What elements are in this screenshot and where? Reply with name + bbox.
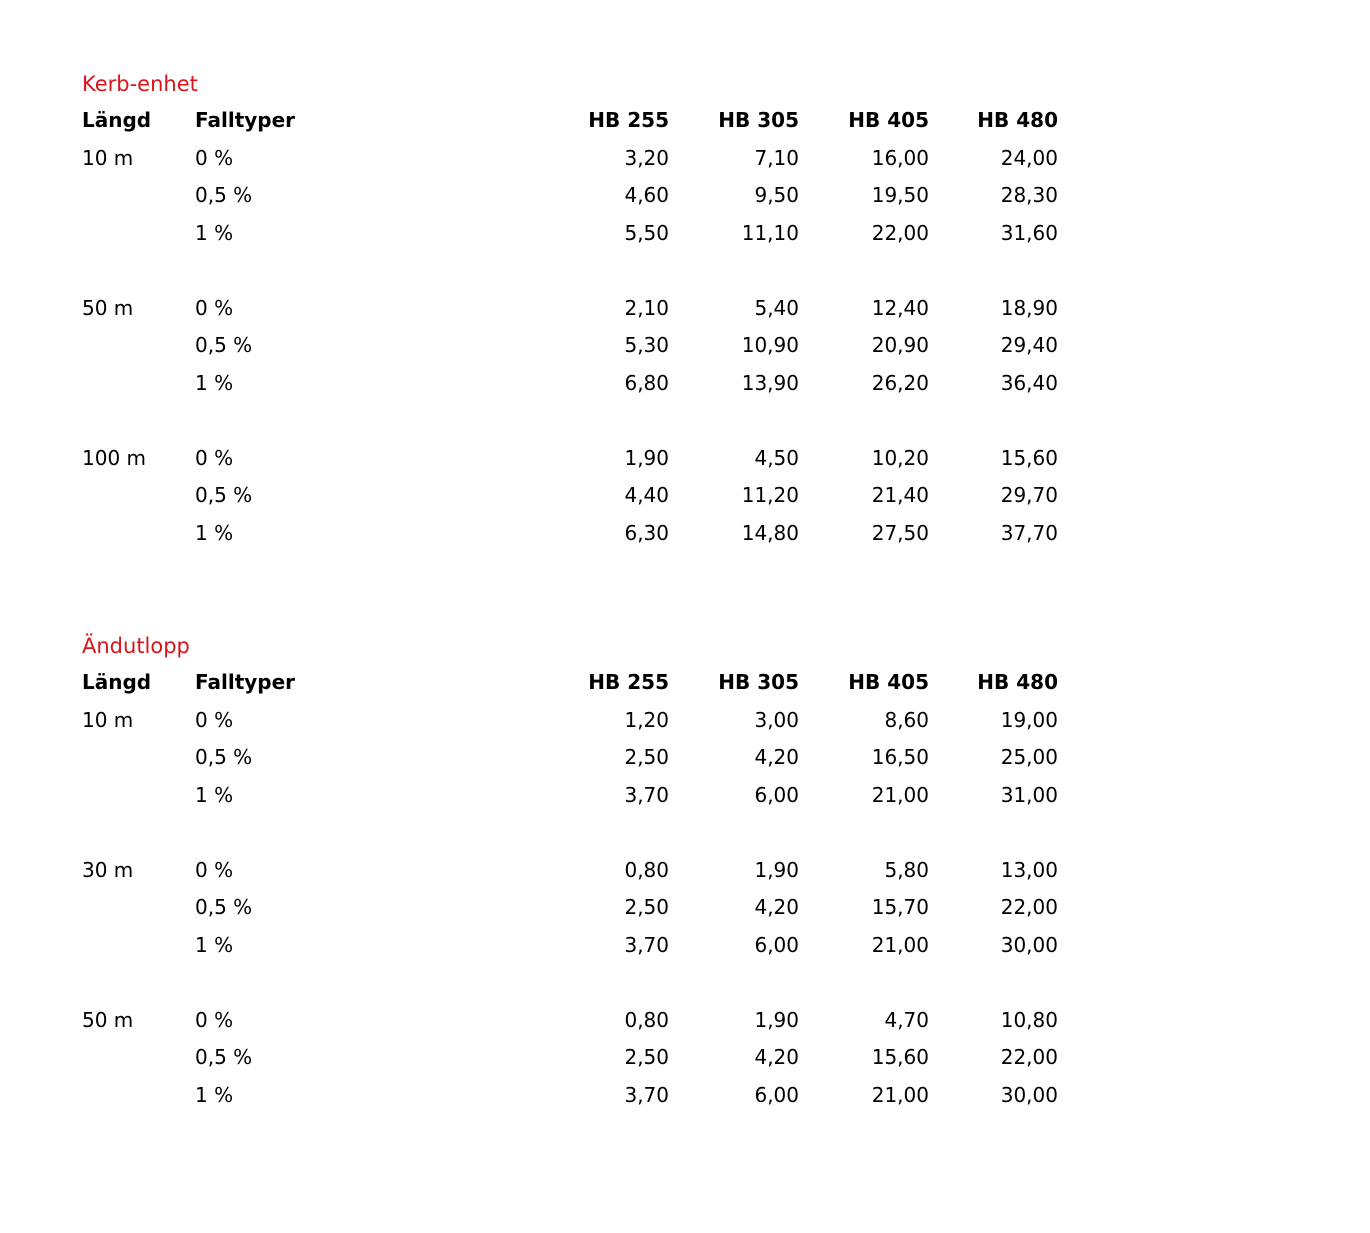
value-cell: 21,00: [871, 1082, 929, 1107]
value-cell: 19,00: [1000, 707, 1058, 732]
falltyp-cell: 0 %: [195, 295, 234, 320]
value-cell: 4,50: [754, 445, 799, 470]
header-column: HB 405: [848, 108, 929, 132]
value-cell: 5,40: [754, 295, 799, 320]
value-cell: 20,90: [871, 333, 929, 357]
value-cell: 36,40: [1000, 370, 1058, 395]
falltyp-cell: 0 %: [195, 145, 234, 170]
header-column: HB 255: [588, 670, 669, 694]
value-cell: 8,60: [884, 707, 929, 732]
value-cell: 6,00: [754, 932, 799, 957]
value-cell: 16,50: [871, 745, 929, 769]
value-cell: 28,30: [1000, 183, 1058, 207]
value-cell: 13,90: [741, 370, 799, 395]
value-cell: 5,30: [624, 333, 669, 357]
falltyp-cell: 0,5 %: [195, 183, 253, 207]
falltyp-cell: 1 %: [195, 1082, 234, 1107]
value-cell: 1,90: [754, 1007, 799, 1032]
value-cell: 2,50: [624, 895, 669, 919]
value-cell: 6,00: [754, 1082, 799, 1107]
falltyp-cell: 0,5 %: [195, 745, 253, 769]
value-cell: 6,30: [624, 520, 669, 545]
falltyp-cell: 0,5 %: [195, 333, 253, 357]
group-length: 100 m: [82, 445, 147, 470]
value-cell: 10,20: [871, 445, 929, 470]
value-cell: 4,60: [624, 183, 669, 207]
value-cell: 1,20: [624, 707, 669, 732]
value-cell: 15,60: [871, 1045, 929, 1069]
group-length: 50 m: [82, 1007, 134, 1032]
header-column: HB 255: [588, 108, 669, 132]
value-cell: 1,90: [754, 857, 799, 882]
value-cell: 11,10: [741, 220, 799, 245]
value-cell: 31,60: [1000, 220, 1058, 245]
value-cell: 22,00: [1000, 1045, 1058, 1069]
value-cell: 27,50: [871, 520, 929, 545]
value-cell: 29,40: [1000, 333, 1058, 357]
value-cell: 30,00: [1000, 932, 1058, 957]
falltyp-cell: 1 %: [195, 932, 234, 957]
value-cell: 10,90: [741, 333, 799, 357]
header-column: HB 305: [718, 108, 799, 132]
group-length: 10 m: [82, 707, 134, 732]
value-cell: 22,00: [1000, 895, 1058, 919]
value-cell: 5,80: [884, 857, 929, 882]
value-cell: 10,80: [1000, 1007, 1058, 1032]
falltyp-cell: 0,5 %: [195, 895, 253, 919]
group-length: 50 m: [82, 295, 134, 320]
value-cell: 22,00: [871, 220, 929, 245]
value-cell: 0,80: [624, 857, 669, 882]
value-cell: 2,50: [624, 1045, 669, 1069]
value-cell: 5,50: [624, 220, 669, 245]
value-cell: 3,70: [624, 932, 669, 957]
value-cell: 18,90: [1000, 295, 1058, 320]
value-cell: 6,80: [624, 370, 669, 395]
value-cell: 16,00: [871, 145, 929, 170]
header-falltyper: Falltyper: [195, 670, 296, 694]
falltyp-cell: 0 %: [195, 445, 234, 470]
falltyp-cell: 1 %: [195, 370, 234, 395]
value-cell: 4,70: [884, 1007, 929, 1032]
value-cell: 19,50: [871, 183, 929, 207]
section-title: Kerb-enhet: [82, 72, 198, 96]
header-column: HB 480: [977, 108, 1058, 132]
value-cell: 3,20: [624, 145, 669, 170]
value-cell: 3,70: [624, 1082, 669, 1107]
value-cell: 2,50: [624, 745, 669, 769]
value-cell: 13,00: [1000, 857, 1058, 882]
value-cell: 3,70: [624, 782, 669, 807]
header-column: HB 405: [848, 670, 929, 694]
value-cell: 4,20: [754, 745, 799, 769]
value-cell: 15,60: [1000, 445, 1058, 470]
value-cell: 0,80: [624, 1007, 669, 1032]
value-cell: 12,40: [871, 295, 929, 320]
value-cell: 4,20: [754, 895, 799, 919]
value-cell: 31,00: [1000, 782, 1058, 807]
value-cell: 1,90: [624, 445, 669, 470]
falltyp-cell: 1 %: [195, 782, 234, 807]
value-cell: 21,00: [871, 782, 929, 807]
value-cell: 25,00: [1000, 745, 1058, 769]
section-title: Ändutlopp: [82, 634, 190, 658]
falltyp-cell: 0 %: [195, 1007, 234, 1032]
value-cell: 37,70: [1000, 520, 1058, 545]
value-cell: 21,00: [871, 932, 929, 957]
value-cell: 21,40: [871, 483, 929, 507]
group-length: 30 m: [82, 857, 134, 882]
value-cell: 11,20: [741, 483, 799, 507]
value-cell: 3,00: [754, 707, 799, 732]
value-cell: 2,10: [624, 295, 669, 320]
falltyp-cell: 0,5 %: [195, 483, 253, 507]
value-cell: 30,00: [1000, 1082, 1058, 1107]
value-cell: 6,00: [754, 782, 799, 807]
group-length: 10 m: [82, 145, 134, 170]
falltyp-cell: 0 %: [195, 707, 234, 732]
header-falltyper: Falltyper: [195, 108, 296, 132]
value-cell: 15,70: [871, 895, 929, 919]
value-cell: 29,70: [1000, 483, 1058, 507]
value-cell: 24,00: [1000, 145, 1058, 170]
falltyp-cell: 0 %: [195, 857, 234, 882]
falltyp-cell: 0,5 %: [195, 1045, 253, 1069]
header-column: HB 305: [718, 670, 799, 694]
value-cell: 4,20: [754, 1045, 799, 1069]
value-cell: 7,10: [754, 145, 799, 170]
value-cell: 26,20: [871, 370, 929, 395]
falltyp-cell: 1 %: [195, 220, 234, 245]
value-cell: 4,40: [624, 483, 669, 507]
header-column: HB 480: [977, 670, 1058, 694]
value-cell: 9,50: [754, 183, 799, 207]
falltyp-cell: 1 %: [195, 520, 234, 545]
value-cell: 14,80: [741, 520, 799, 545]
header-length: Längd: [82, 108, 152, 132]
header-length: Längd: [82, 670, 152, 694]
